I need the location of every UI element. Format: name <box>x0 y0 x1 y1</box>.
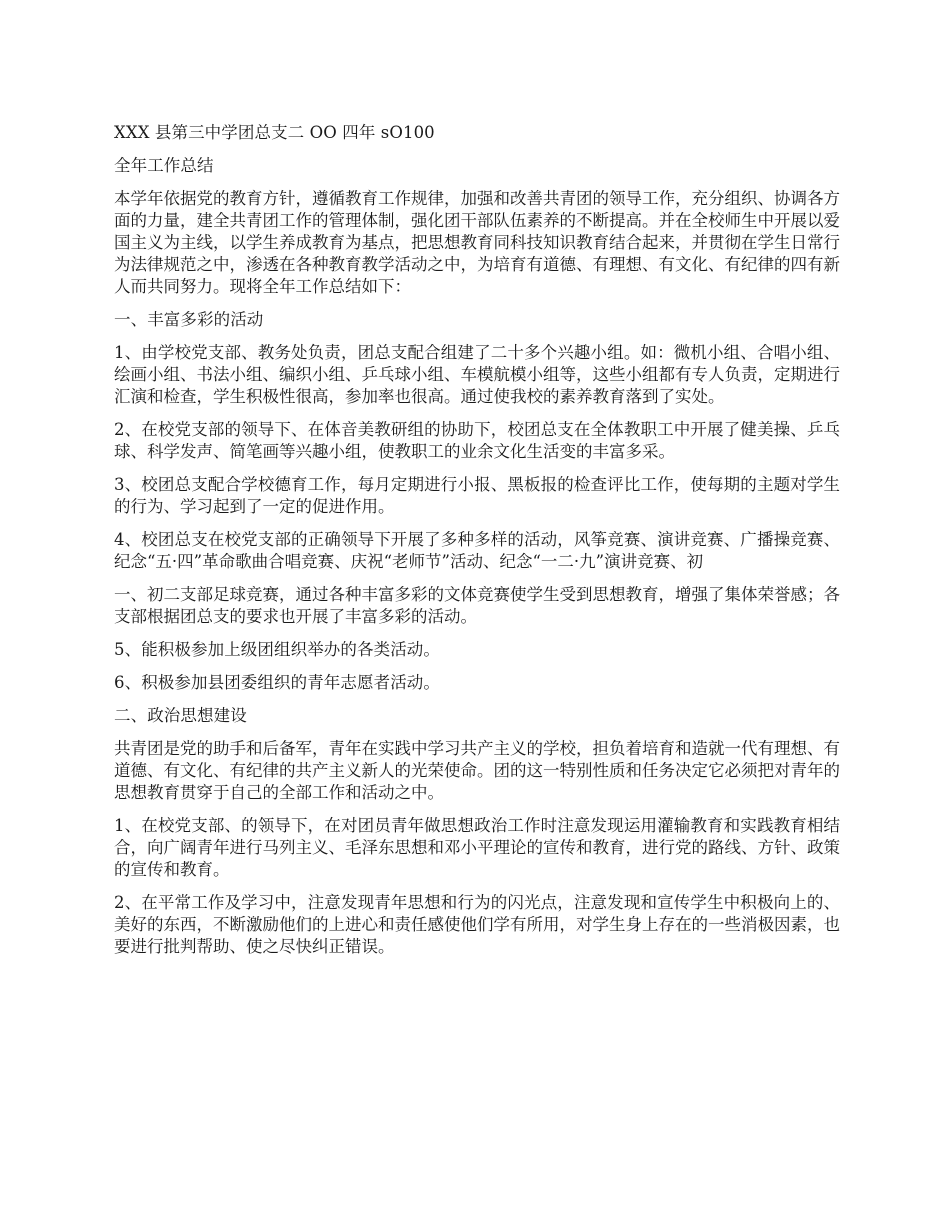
section-heading-political: 二、政治思想建设 <box>114 706 247 725</box>
intro-paragraph: 本学年依据党的教育方针，遵循教育工作规律，加强和改善共青团的领导工作，充分组织、协调各方面的力量，建全共青团工作的管理体制，强化团干部队伍素养的不断提高。并在全校师生中开展以爱国主义为主线，以学生养成教育为基点，把思想教育同科技知识教育结合起来，并贯彻在学生日常行为法律规范之中，渗透在各种教育教学活动之中，为培育有道德、有理想、有文化、有纪律的四有新人而共同努力。现将全年工作总结如下： <box>114 189 840 296</box>
paragraph: 1、由学校党支部、教务处负责，团总支配合组建了二十多个兴趣小组。如：微机小组、合唱小组、绘画小组、书法小组、编织小组、乒乓球小组、车模航模小组等，这些小组都有专人负责，定期进行汇演和检查，学生积极性很高，参加率也很高。通过使我校的素养教育落到了实处。 <box>114 343 840 406</box>
paragraph: 6、积极参加县团委组织的青年志愿者活动。 <box>114 673 440 692</box>
document-page <box>114 122 840 969</box>
paragraph: 5、能积极参加上级团组织举办的各类活动。 <box>114 640 440 659</box>
document-title-line1: XXX 县第三中学团总支二 OO 四年 sO100 <box>114 123 435 142</box>
document-title-line2: 全年工作总结 <box>114 156 214 175</box>
paragraph: 2、在校党支部的领导下、在体音美教研组的协助下，校团总支在全体教职工中开展了健美操、乒乓球、科学发声、简笔画等兴趣小组，使教职工的业余文化生活变的丰富多采。 <box>114 420 840 461</box>
paragraph: 1、在校党支部、的领导下，在对团员青年做思想政治工作时注意发现运用灌输教育和实践教育相结合，向广阔青年进行马列主义、毛泽东思想和邓小平理论的宣传和教育，进行党的路线、方针、政策的宣传和教育。 <box>114 816 840 879</box>
paragraph: 4、校团总支在校党支部的正确领导下开展了多种多样的活动，风筝竞赛、演讲竞赛、广播操竞赛、纪念“五·四”革命歌曲合唱竞赛、庆祝“老师节”活动、纪念“一二·九”演讲竞赛、初 <box>114 530 840 571</box>
section-heading-activities: 一、丰富多彩的活动 <box>114 310 264 329</box>
paragraph: 共青团是党的助手和后备军，青年在实践中学习共产主义的学校，担负着培育和造就一代有理想、有道德、有文化、有纪律的共产主义新人的光荣使命。团的这一特别性质和任务决定它必须把对青年的思想教育贯穿于自己的全部工作和活动之中。 <box>114 739 840 802</box>
paragraph: 2、在平常工作及学习中，注意发现青年思想和行为的闪光点，注意发现和宣传学生中积极向上的、美好的东西，不断激励他们的上进心和责任感使他们学有所用，对学生身上存在的一些消极因素，也要进行批判帮助、使之尽快纠正错误。 <box>114 893 840 956</box>
paragraph: 3、校团总支配合学校德育工作，每月定期进行小报、黑板报的检查评比工作，使每期的主题对学生的行为、学习起到了一定的促进作用。 <box>114 475 840 516</box>
paragraph: 一、初二支部足球竞赛，通过各种丰富多彩的文体竞赛使学生受到思想教育，增强了集体荣誉感；各支部根据团总支的要求也开展了丰富多彩的活动。 <box>114 585 840 626</box>
